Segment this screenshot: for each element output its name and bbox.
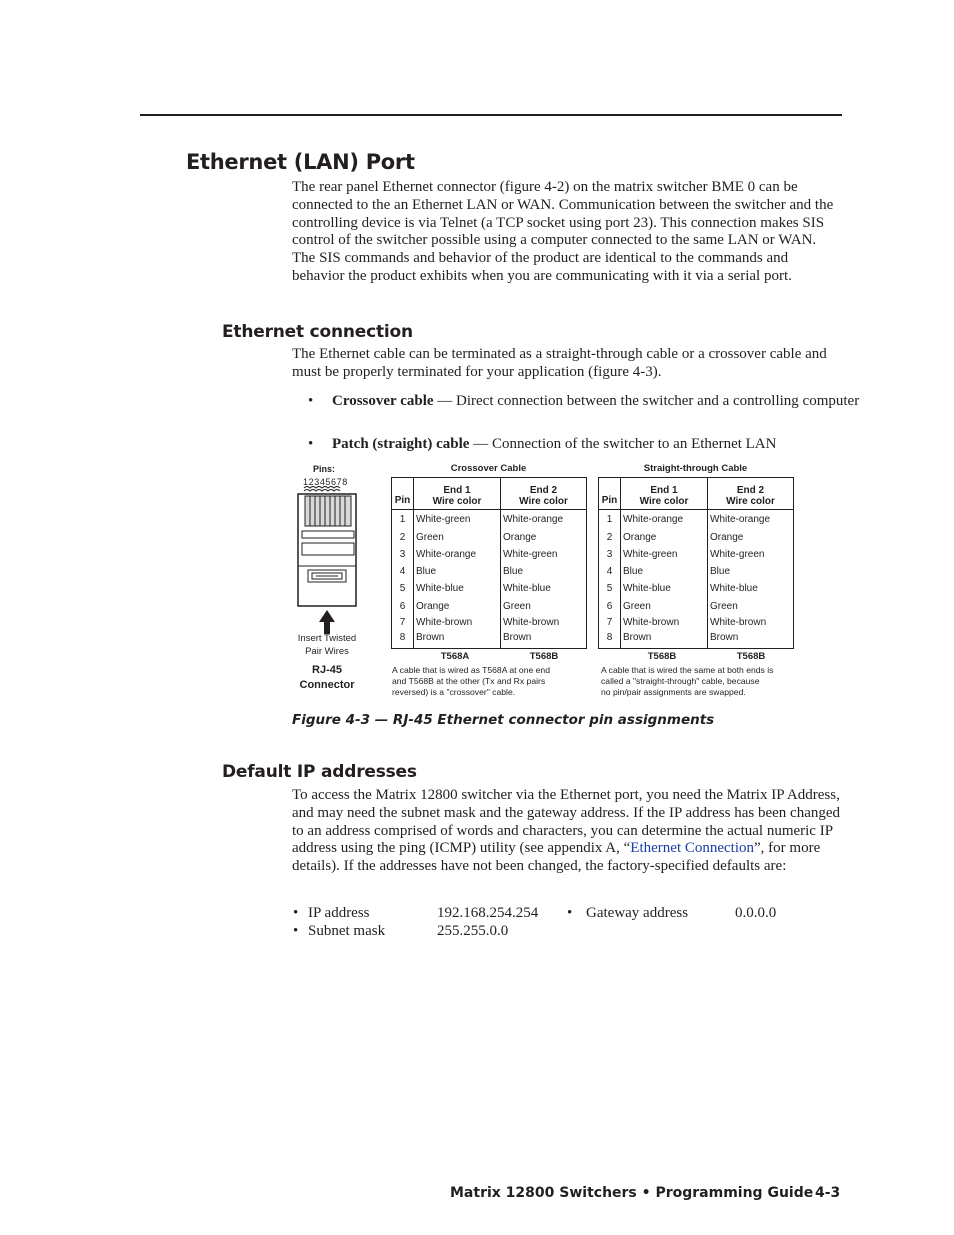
- bullet-dot: •: [308, 393, 314, 409]
- note-line: A cable that is wired as T568A at one end: [392, 665, 550, 675]
- col-end2-line-2: Wire color: [519, 495, 568, 507]
- table-cell-pin: 3: [606, 549, 613, 560]
- table-cell-pin: 6: [606, 601, 613, 612]
- connector-label-line-1: RJ-45: [312, 664, 342, 676]
- col-end2-line-1: End 2: [736, 485, 765, 496]
- header-rule: [140, 114, 842, 116]
- rj45-connector-drawing: [290, 486, 366, 636]
- table-cell-end1: Blue: [623, 566, 644, 577]
- table-cell-end1: White-orange: [623, 514, 684, 525]
- rj45-connector-label: [290, 663, 364, 693]
- bullet-patch: [308, 436, 864, 454]
- col-end1-line-2: Wire color: [639, 495, 689, 507]
- table-cell-end1: White-green: [416, 514, 471, 525]
- ethernet-connection-heading: Ethernet connection: [222, 322, 413, 342]
- bullet-dot: •: [293, 923, 299, 939]
- footer-title: Matrix 12800 Switchers • Programming Guide: [450, 1185, 814, 1201]
- table-cell-end2: Green: [710, 601, 738, 612]
- straight-std2: T568B: [736, 651, 766, 662]
- table-cell-end2: White-blue: [710, 583, 758, 594]
- pins-numbers: 12345678: [303, 477, 348, 487]
- table-cell-end2: Green: [503, 601, 531, 612]
- table-cell-end2: Brown: [503, 632, 532, 643]
- ethernet-connection-link[interactable]: Ethernet Connection: [630, 840, 755, 857]
- table-cell-pin: 4: [606, 566, 613, 577]
- table-cell-end2: Blue: [710, 566, 731, 577]
- note-line: called a "straight-through" cable, because: [601, 675, 760, 686]
- col-pin: Pin: [601, 495, 618, 506]
- table-cell-end1: White-brown: [416, 617, 473, 628]
- default-ip-body-text: To access the Matrix 12800 switcher via the Ethernet port, you need the Matrix IP Address, and may need the subnet mask and the gateway address. If the IP address has been changed to an address comprised of words and characters, you can determine the actual numeric IP address using the ping (ICMP) utility (see appendix A, “: [292, 787, 841, 857]
- intro-paragraph: The rear panel Ethernet connector (figure 4-2) on the matrix switcher BME 0 can be connected to the an Ethernet LAN or WAN. Communication between the switcher and the controlling device is via Telnet (a TCP socket using port 23). This connection makes SIS control of the switcher possible using a computer connected to the same LAN or WAN. The SIS commands and behavior of the product are identical to the commands and behavior the product exhibits when you are communicating with it via a serial port.: [292, 179, 834, 284]
- table-cell-pin: 2: [606, 532, 613, 543]
- bullet-dot: •: [567, 905, 573, 921]
- col-end2: [501, 486, 586, 507]
- table-cell-end2: White-green: [503, 549, 558, 560]
- table-cell-pin: 3: [399, 549, 406, 560]
- col-end2-line-2: Wire color: [726, 495, 775, 507]
- col-end1-line-2: Wire color: [432, 495, 482, 507]
- subnet-mask-label: Subnet mask: [308, 923, 386, 939]
- figure-caption: Figure 4-3 — RJ-45 Ethernet connector pin assignments: [292, 712, 715, 728]
- gateway-address-value: 0.0.0.0: [735, 905, 777, 921]
- bullet-term: Patch (straight) cable: [332, 436, 470, 452]
- table-cell-pin: 5: [606, 583, 613, 594]
- table-cell-end1: Blue: [416, 566, 437, 577]
- gateway-address-label: Gateway address: [586, 905, 689, 921]
- table-cell-end2: White-brown: [710, 617, 767, 628]
- connector-label-line-2: Connector: [299, 679, 355, 691]
- ip-address-value: 192.168.254.254: [437, 905, 539, 921]
- straight-std1: T568B: [647, 651, 677, 662]
- crossover-note: [392, 665, 550, 697]
- col-end1-line-1: End 1: [443, 485, 471, 496]
- ip-address-label: IP address: [308, 905, 370, 921]
- table-cell-pin: 7: [606, 617, 613, 628]
- col-end1: [621, 486, 707, 507]
- table-cell-end2: White-blue: [503, 583, 551, 594]
- table-cell-end2: Blue: [503, 566, 524, 577]
- table-cell-end2: White-orange: [503, 514, 564, 525]
- table-cell-end2: White-brown: [503, 617, 560, 628]
- default-ip-body-text: ”, for more details). If the addresses have not been changed, the factory-specified defaults are:: [292, 840, 821, 875]
- note-line: and T568B at the other (Tx and Rx pairs: [392, 675, 546, 686]
- bullet-dot: •: [293, 905, 299, 921]
- straight-note: [601, 665, 773, 697]
- table-cell-end2: Orange: [710, 532, 744, 543]
- pins-label: Pins:: [313, 464, 336, 474]
- table-cell-end1: Orange: [623, 532, 657, 543]
- table-cell-pin: 7: [399, 617, 406, 628]
- crossover-std2: T568B: [529, 651, 559, 662]
- note-line: reversed) is a "crossover" cable.: [392, 686, 516, 697]
- col-end2-line-1: End 2: [529, 485, 558, 496]
- table-cell-end2: White-green: [710, 549, 765, 560]
- crossover-std1: T568A: [440, 651, 470, 662]
- table-cell-pin: 2: [399, 532, 406, 543]
- section-title: Ethernet (LAN) Port: [186, 150, 415, 174]
- table-cell-end1: Brown: [623, 632, 652, 643]
- bullet-term: Crossover cable: [332, 393, 434, 409]
- table-cell-pin: 8: [399, 632, 406, 643]
- table-cell-end2: Orange: [503, 532, 537, 543]
- col-pin: Pin: [394, 495, 411, 506]
- col-end1-line-1: End 1: [650, 485, 678, 496]
- table-cell-end2: Brown: [710, 632, 739, 643]
- table-cell-pin: 1: [606, 514, 613, 525]
- table-cell-end1: Green: [416, 532, 444, 543]
- note-line: A cable that is wired the same at both ends is: [601, 665, 774, 675]
- bullet-crossover: [308, 393, 864, 411]
- crossover-title: Crossover Cable: [450, 463, 527, 474]
- table-cell-end1: Brown: [416, 632, 445, 643]
- straight-table: [598, 477, 794, 649]
- subnet-mask-value: 255.255.0.0: [437, 923, 509, 939]
- default-ip-heading: Default IP addresses: [222, 762, 417, 782]
- bullet-text: — Connection of the switcher to an Ethernet LAN: [469, 436, 777, 452]
- default-ip-body: [292, 787, 840, 876]
- table-cell-end1: White-brown: [623, 617, 680, 628]
- table-cell-end2: White-orange: [710, 514, 771, 525]
- table-cell-pin: 1: [399, 514, 406, 525]
- table-cell-end1: Green: [623, 601, 651, 612]
- table-cell-end1: White-blue: [416, 583, 464, 594]
- table-cell-end1: Orange: [416, 601, 450, 612]
- insert-label-line-1: Insert Twisted: [297, 633, 357, 644]
- crossover-table: [391, 477, 587, 649]
- ethernet-connection-body: The Ethernet cable can be terminated as a straight-through cable or a crossover cable and must be properly terminated for your application (figure 4-3).: [292, 346, 827, 380]
- straight-title: Straight-through Cable: [643, 463, 748, 474]
- note-line: no pin/pair assignments are swapped.: [601, 686, 746, 697]
- col-end1: [414, 486, 500, 507]
- table-cell-pin: 5: [399, 583, 406, 594]
- insert-label-line-2: Pair Wires: [305, 645, 349, 657]
- page-number: 4-3: [815, 1185, 841, 1201]
- col-end2: [708, 486, 793, 507]
- table-cell-pin: 8: [606, 632, 613, 643]
- table-cell-end1: White-blue: [623, 583, 671, 594]
- table-cell-end1: White-green: [623, 549, 678, 560]
- table-cell-pin: 6: [399, 601, 406, 612]
- insert-label: [292, 633, 362, 658]
- bullet-dot: •: [308, 436, 314, 452]
- bullet-text: — Direct connection between the switcher and a controlling computer: [433, 393, 860, 409]
- table-cell-pin: 4: [399, 566, 406, 577]
- table-cell-end1: White-orange: [416, 549, 477, 560]
